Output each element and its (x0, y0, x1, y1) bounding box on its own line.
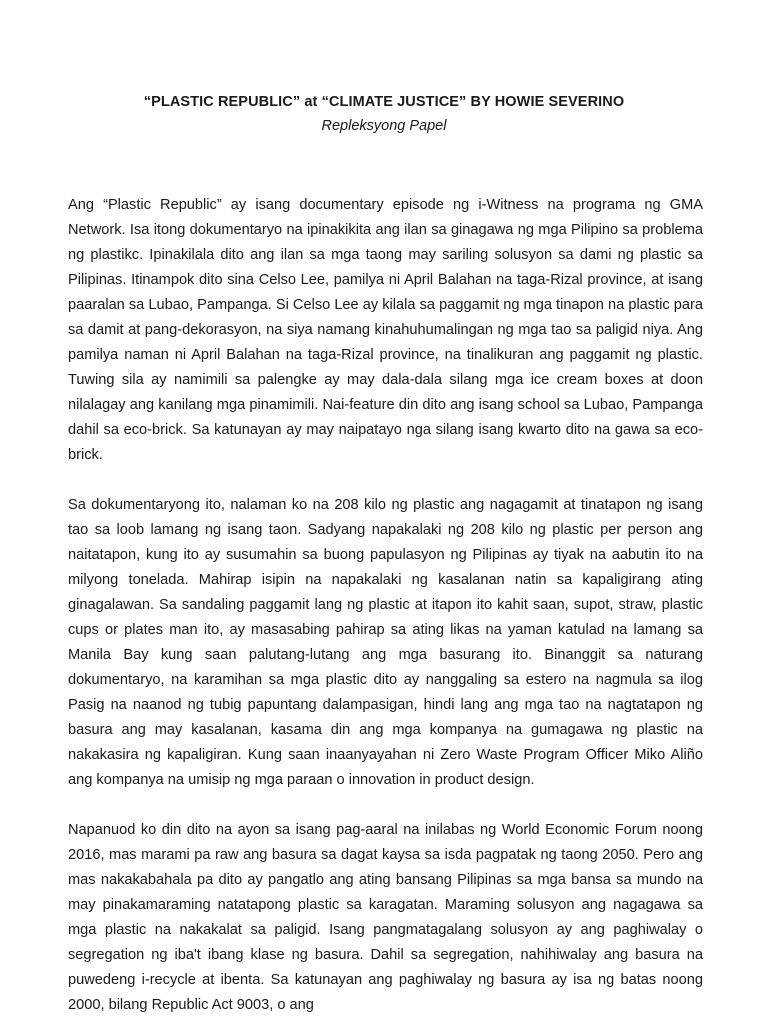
document-body (68, 193, 703, 1018)
document-subtitle: Repleksyong Papel (321, 118, 447, 134)
document-title: “PLASTIC REPUBLIC” at “CLIMATE JUSTICE” BY HOWIE SEVERINO (143, 94, 625, 110)
paragraph-2: Sa dokumentaryong ito, nalaman ko na 208 kilo ng plastic ang nagagamit at tinatapon ng isang tao sa loob lamang ng isang taon. Sadyang napakalaki ng 208 kilo ng plastic per person ang naitatapon, kung ito ay susumahin sa buong papulasyon ng Pilipinas ay tiyak na aabutin ito na milyong tonelada. Mahirap isipin na napakalaki ng kasalanan natin sa kapaligirang ating ginagalawan. Sa sandaling paggamit lang ng plastic at itapon ito kahit saan, supot, straw, plastic cups or plates man ito, ay masasabing pahirap sa ating likas na yaman katulad na lamang sa Manila Bay kung saan palutang-lutang ang mga basurang ito. Binanggit sa naturang dokumentaryo, na karamihan sa mga plastic dito ay nanggaling sa estero na nagmula sa ilog Pasig na naanod ng tubig papuntang dalampasigan, hindi lang ang mga tao na nagtatapon ng basura ang may kasalanan, kasama din ang mga kompanya na gumagawa ng plastic na nakakasira ng kapaligiran. Kung saan inaanyayahan ni Zero Waste Program Officer Miko Aliño ang kompanya na umisip ng mga paraan o innovation in product design. (68, 497, 703, 788)
paragraph-3: Napanuod ko din dito na ayon sa isang pag-aaral na inilabas ng World Economic Forum noong 2016, mas marami pa raw ang basura sa dagat kaysa sa isda pagpatak ng taong 2050. Pero ang mas nakakabahala pa dito ay pangatlo ang ating bansang Pilipinas sa mga bansa sa mundo na may pinakamaraming natatapong plastic sa karagatan. Maraming solusyon ang nagagawa sa mga plastic na nakakalat sa paligid. Isang pangmatagalang solusyon ay ang paghiwalay o segregation ng iba't ibang klase ng basura. Dahil sa segregation, nahihiwalay ang basura na puwedeng i-recycle at ibenta. Sa katunayan ang paghiwalay ng basura ay isa ng batas noong 2000, bilang Republic Act 9003, o ang (68, 822, 703, 1013)
paragraph-1: Ang “Plastic Republic” ay isang documentary episode ng i-Witness na programa ng GMA Network. Isa itong dokumentaryo na ipinakikita ang ilan sa ginagawa ng mga Pilipino sa problema ng plastikc. Ipinakilala dito ang ilan sa mga taong may sariling solusyon sa dami ng plastic sa Pilipinas. Itinampok dito sina Celso Lee, pamilya ni April Balahan na taga-Rizal province, at isang paaralan sa Lubao, Pampanga. Si Celso Lee ay kilala sa paggamit ng mga tinapon na plastic para sa damit at pang-dekorasyon, na siya namang kinahuhumalingan ng mga tao sa paligid niya. Ang pamilya naman ni April Balahan na taga-Rizal province, na tinalikuran ang paggamit ng plastic. Tuwing sila ay namimili sa palengke ay may dala-dala silang mga ice cream boxes at doon nilalagay ang kanilang mga pinamimili. Nai-feature din dito ang isang school sa Lubao, Pampanga dahil sa eco-brick. Sa katunayan ay may naipatayo nga silang isang kwarto dito na gawa sa eco-brick. (68, 197, 703, 463)
